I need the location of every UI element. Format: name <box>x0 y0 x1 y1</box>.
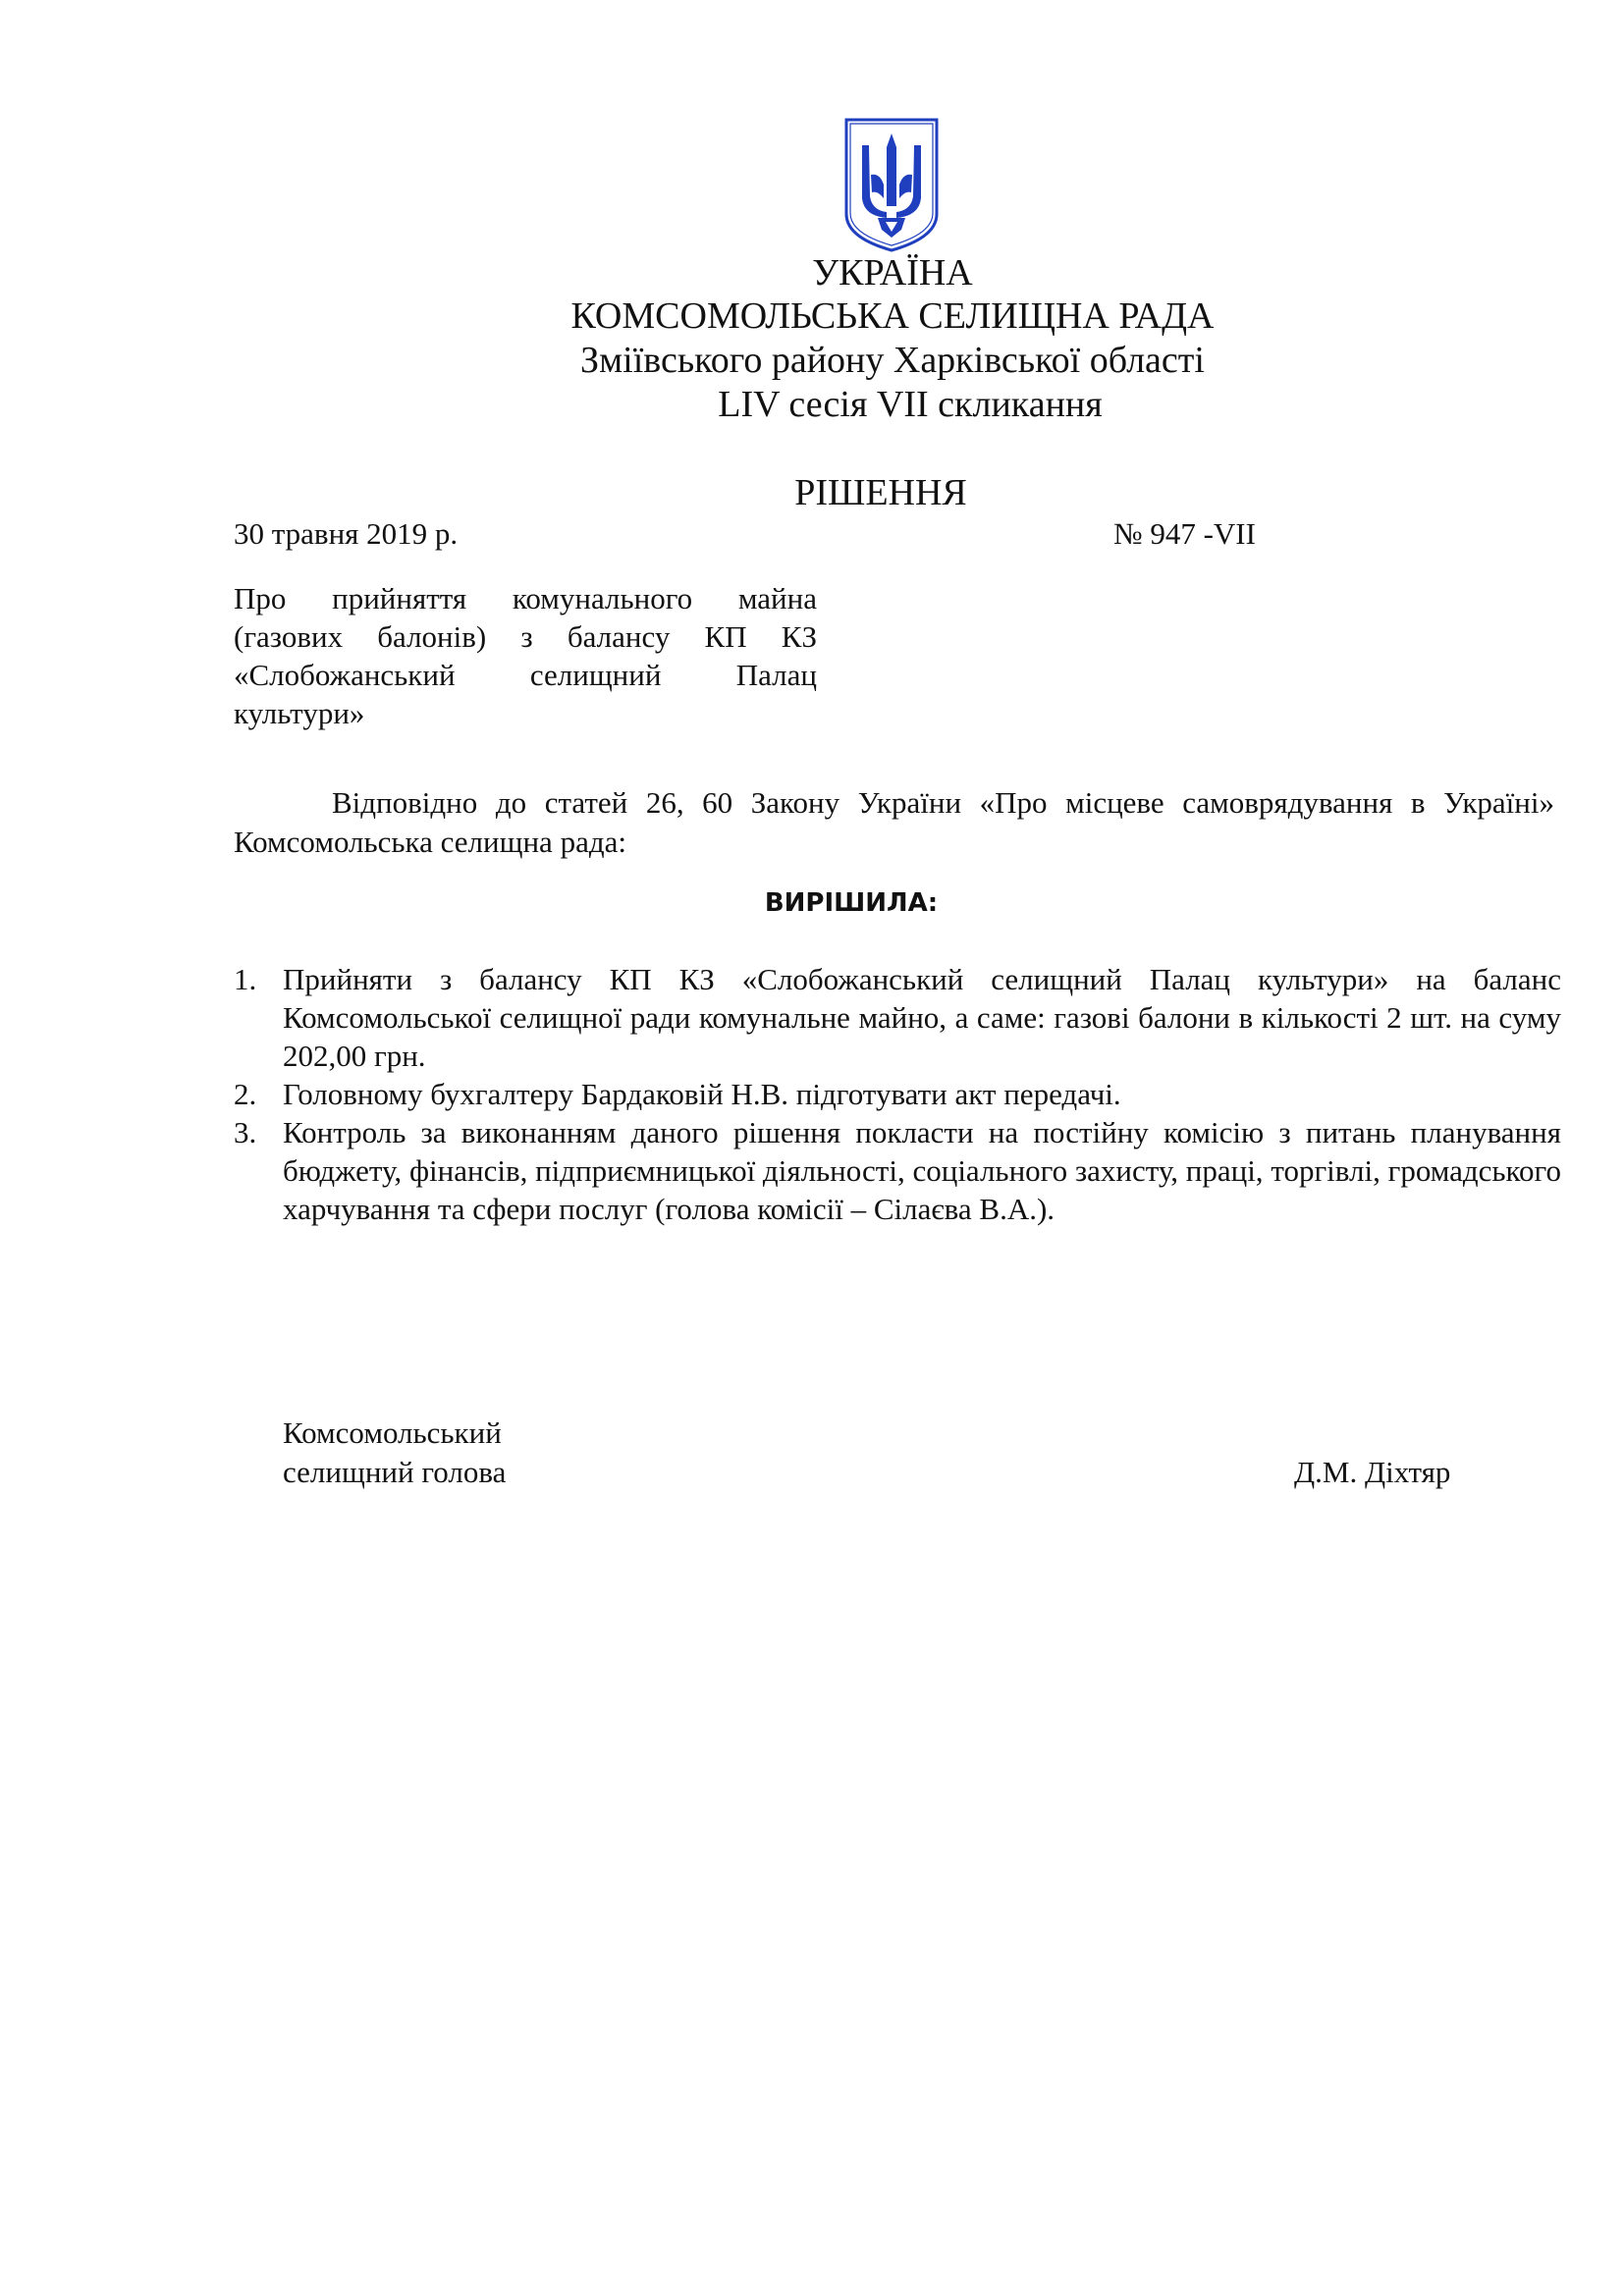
coat-of-arms-icon <box>842 116 941 253</box>
list-item <box>234 1113 1561 1228</box>
header-country: УКРАЇНА <box>812 252 973 294</box>
list-item <box>234 960 1561 1075</box>
preamble: Відповідно до статей 26, 60 Закону України «Про місцеве самоврядування в Україні» Комсомольська селищна рада: <box>234 785 1554 859</box>
item-text: Головному бухгалтеру Бардаковій Н.В. підготувати акт передачі. <box>283 1077 1121 1111</box>
decision-items <box>234 960 1561 1228</box>
signature-title-line2: селищний голова <box>283 1455 507 1489</box>
signature-name: Д.М. Діхтяр <box>1294 1455 1451 1489</box>
item-text: Контроль за виконанням даного рішення покласти на постійну комісію з питань планування бюджету, фінансів, підприємницької діяльності, соціального захисту, праці, торгівлі, громадського харчування та сфери послуг (голова комісії – Сілаєва В.А.). <box>283 1115 1561 1226</box>
signature-title-line1: Комсомольський <box>283 1415 502 1450</box>
item-number: 1. <box>234 962 257 996</box>
header-session: LIV сесія VII скликання <box>718 384 1103 425</box>
resolved-heading: ВИРІШИЛА: <box>764 888 939 918</box>
item-number: 2. <box>234 1077 257 1111</box>
header-council: КОМСОМОЛЬСЬКА СЕЛИЩНА РАДА <box>570 295 1215 337</box>
item-number: 3. <box>234 1115 257 1149</box>
header-district: Зміївського району Харківської області <box>580 340 1205 381</box>
decision-date: 30 травня 2019 р. <box>234 516 459 551</box>
signature-title <box>283 1414 506 1492</box>
decision-subject: Про прийняття комунального майна (газових балонів) з балансу КП КЗ «Слобожанський селищний Палац культури» <box>234 581 817 730</box>
decision-number: № 947 -VII <box>1113 516 1256 551</box>
list-item <box>234 1075 1561 1113</box>
document-type: РІШЕННЯ <box>794 472 967 513</box>
item-text: Прийняти з балансу КП КЗ «Слобожанський селищний Палац культури» на баланс Комсомольської селищної ради комунальне майно, а саме: газові балони в кількості 2 шт. на суму 202,00 грн. <box>283 962 1561 1073</box>
